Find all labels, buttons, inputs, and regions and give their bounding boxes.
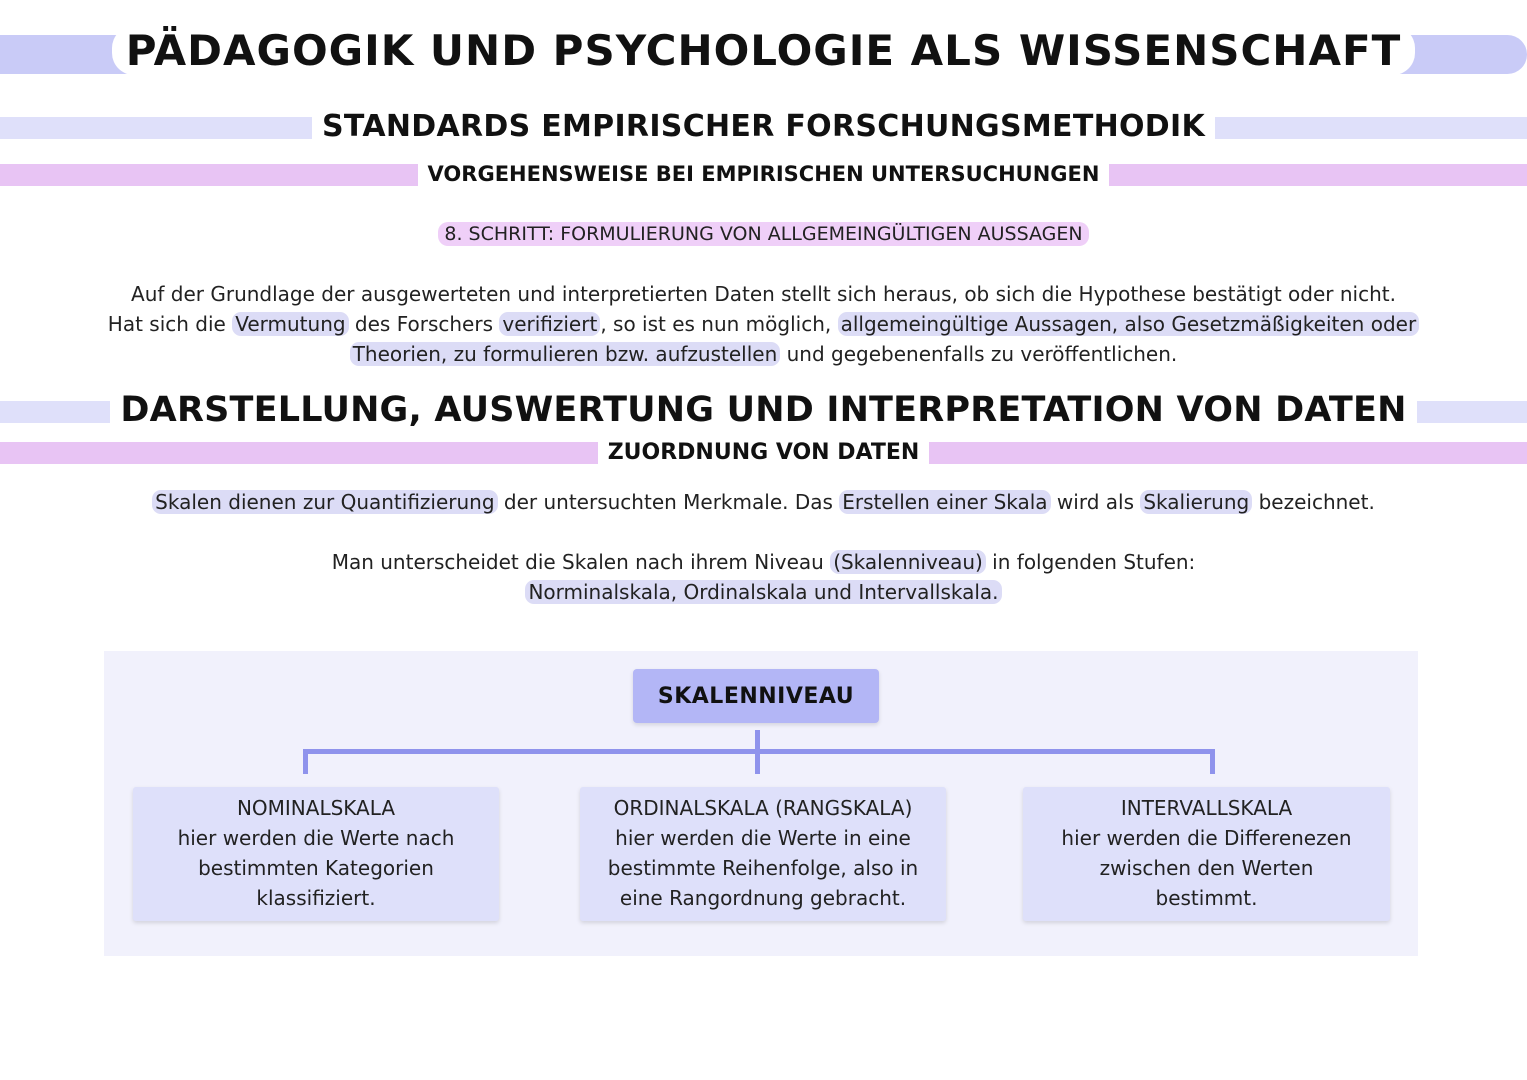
diagram-box-nominalskala: NOMINALSKALA hier werden die Werte nach bestimmten Kategorien klassifiziert. <box>133 787 499 921</box>
page-subsubtitle: VORGEHENSWEISE BEI EMPIRISCHEN UNTERSUCHUNGEN <box>0 162 1527 186</box>
paragraph-skalen: Skalen dienen zur Quantifizierung der untersuchten Merkmale. Das Erstellen einer Skala wird als Skalierung bezeichnet. <box>0 487 1527 517</box>
paragraph-niveau-line1: Man unterscheidet die Skalen nach ihrem Niveau (Skalenniveau) in folgenden Stufen: <box>331 550 1196 574</box>
paragraph-niveau-line2: Norminalskala, Ordinalskala und Intervallskala. <box>0 577 1527 607</box>
paragraph-hypothesis-line2: Hat sich die Vermutung des Forschers verifiziert , so ist es nun möglich, allgemeingültige Aussagen, also Gesetzmäßigkeiten oder <box>0 309 1527 339</box>
diagram-box-ordinalskala: ORDINALSKALA (RANGSKALA) hier werden die Werte in eine bestimmte Reihenfolge, also in eine Rangordnung gebracht. <box>580 787 946 921</box>
connector-horizontal <box>303 749 1215 754</box>
section2-subtitle: ZUORDNUNG VON DATEN <box>0 440 1527 465</box>
page-title: PÄDAGOGIK UND PSYCHOLOGIE ALS WISSENSCHAFT <box>0 26 1527 75</box>
connector-right-drop <box>1210 749 1215 774</box>
step-heading: 8. SCHRITT: FORMULIERUNG VON ALLGEMEINGÜLTIGEN AUSSAGEN <box>0 219 1527 249</box>
diagram-box-intervallskala: INTERVALLSKALA hier werden die Differenezen zwischen den Werten bestimmt. <box>1023 787 1390 921</box>
page-subtitle: STANDARDS EMPIRISCHER FORSCHUNGSMETHODIK <box>0 109 1527 144</box>
diagram-root-skalenniveau: SKALENNIVEAU <box>633 669 879 723</box>
paragraph-hypothesis-line1: Auf der Grundlage der ausgewerteten und interpretierten Daten stellt sich heraus, ob sich die Hypothese bestätigt oder nicht. <box>131 282 1396 306</box>
section2-title: DARSTELLUNG, AUSWERTUNG UND INTERPRETATION VON DATEN <box>0 390 1527 430</box>
paragraph-hypothesis-line3: Theorien, zu formulieren bzw. aufzustellen und gegebenenfalls zu veröffentlichen. <box>0 339 1527 369</box>
connector-left-drop <box>303 749 308 774</box>
